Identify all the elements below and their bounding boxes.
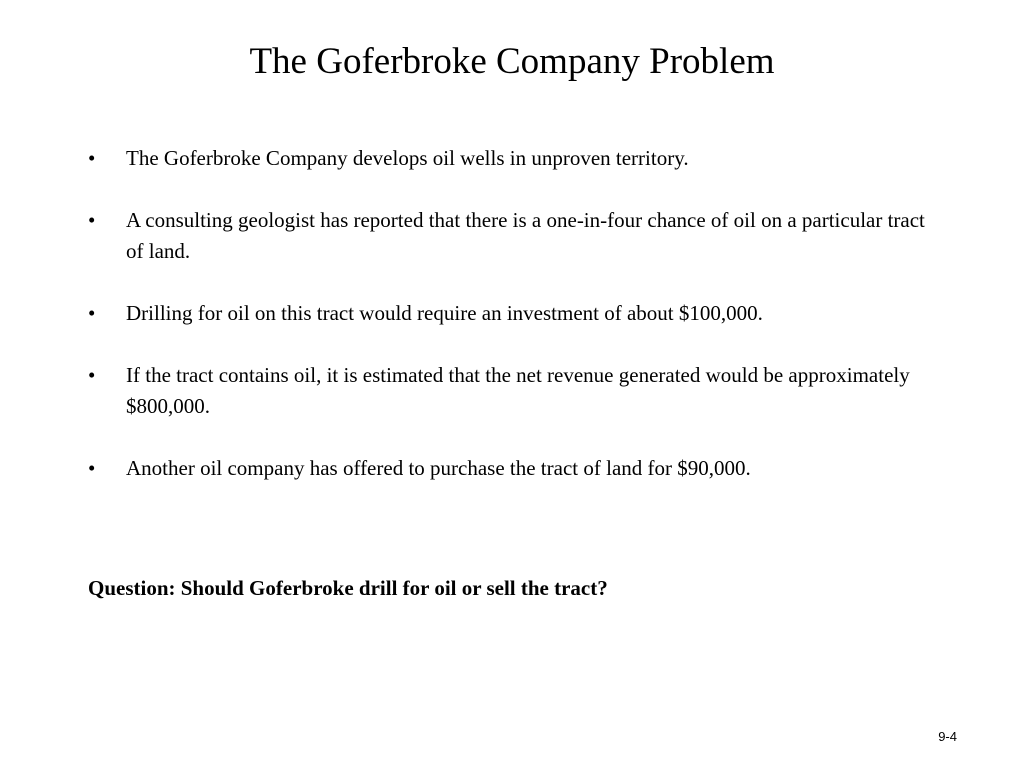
bullet-marker: • [88, 456, 96, 480]
bullet-text: If the tract contains oil, it is estimated that the net revenue generated would be approximately $800,000. [126, 363, 910, 418]
question-text: Question: Should Goferbroke drill for oil or sell the tract? [88, 576, 608, 600]
bullet-item [0, 298, 936, 329]
bullet-marker: • [88, 208, 96, 232]
slide-title: The Goferbroke Company Problem [249, 41, 775, 82]
bullet-marker: • [88, 363, 96, 387]
bullet-item [0, 360, 936, 422]
bullet-item [0, 205, 936, 267]
bullet-marker: • [88, 146, 96, 170]
bullet-marker: • [88, 301, 96, 325]
bullet-text: Drilling for oil on this tract would require an investment of about $100,000. [126, 301, 763, 325]
bullet-item [0, 143, 936, 174]
bullet-text: Another oil company has offered to purchase the tract of land for $90,000. [126, 456, 751, 480]
bullet-list [0, 143, 1024, 515]
bullet-text: A consulting geologist has reported that there is a one-in-four chance of oil on a particular tract of land. [126, 208, 925, 263]
bullet-text: The Goferbroke Company develops oil wells in unproven territory. [126, 146, 689, 170]
page-number: 9-4 [938, 729, 957, 744]
bullet-item [0, 453, 936, 484]
